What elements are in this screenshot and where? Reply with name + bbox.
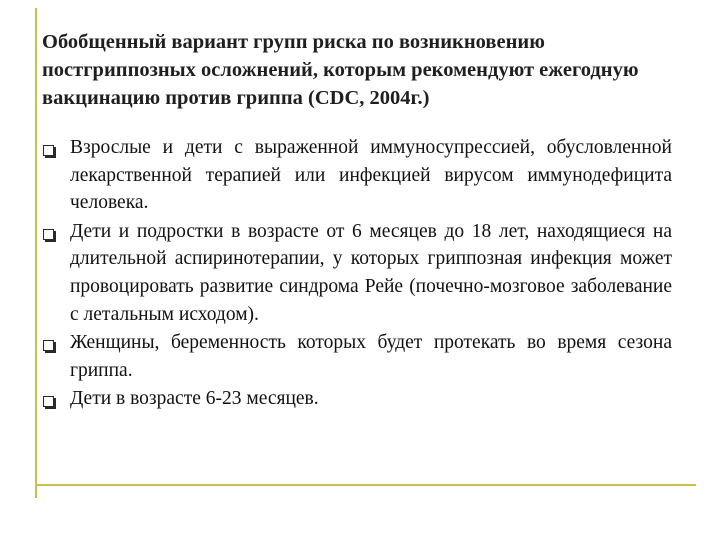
list-item-text: Дети и подростки в возрасте от 6 месяцев до 18 лет, находящиеся на длительной аспиринотерапии, у которых гриппозная инфекция может провоцировать развитие синдрома Рейе (почечно-мозговое заболевание с летальным исходом).: [70, 220, 672, 325]
list-item-text: Взрослые и дети с выраженной иммуносупрессией, обусловленной лекарственной терапией или инфекцией вирусом иммунодефицита человека.: [70, 137, 672, 214]
list-item: [42, 385, 672, 413]
checkbox-square-icon: [43, 396, 54, 407]
list-item: [42, 218, 672, 328]
risk-group-list: [42, 134, 672, 414]
checkbox-square-icon: [43, 145, 54, 156]
checkbox-square-icon: [43, 340, 54, 351]
accent-horizontal-line: [36, 484, 696, 486]
checkbox-square-icon: [43, 229, 54, 240]
list-item-text: Дети в возрасте 6-23 месяцев.: [70, 388, 319, 410]
accent-vertical-line: [35, 8, 37, 498]
slide-title: Обобщенный вариант групп риска по возникновению постгриппозных осложнений, которым рекомендуют ежегодную вакцинацию против гриппа (CDC, 2004г.): [42, 31, 639, 109]
list-item: [42, 134, 672, 217]
list-item: [42, 329, 672, 384]
list-item-text: Женщины, беременность которых будет протекать во время сезона гриппа.: [70, 332, 672, 381]
